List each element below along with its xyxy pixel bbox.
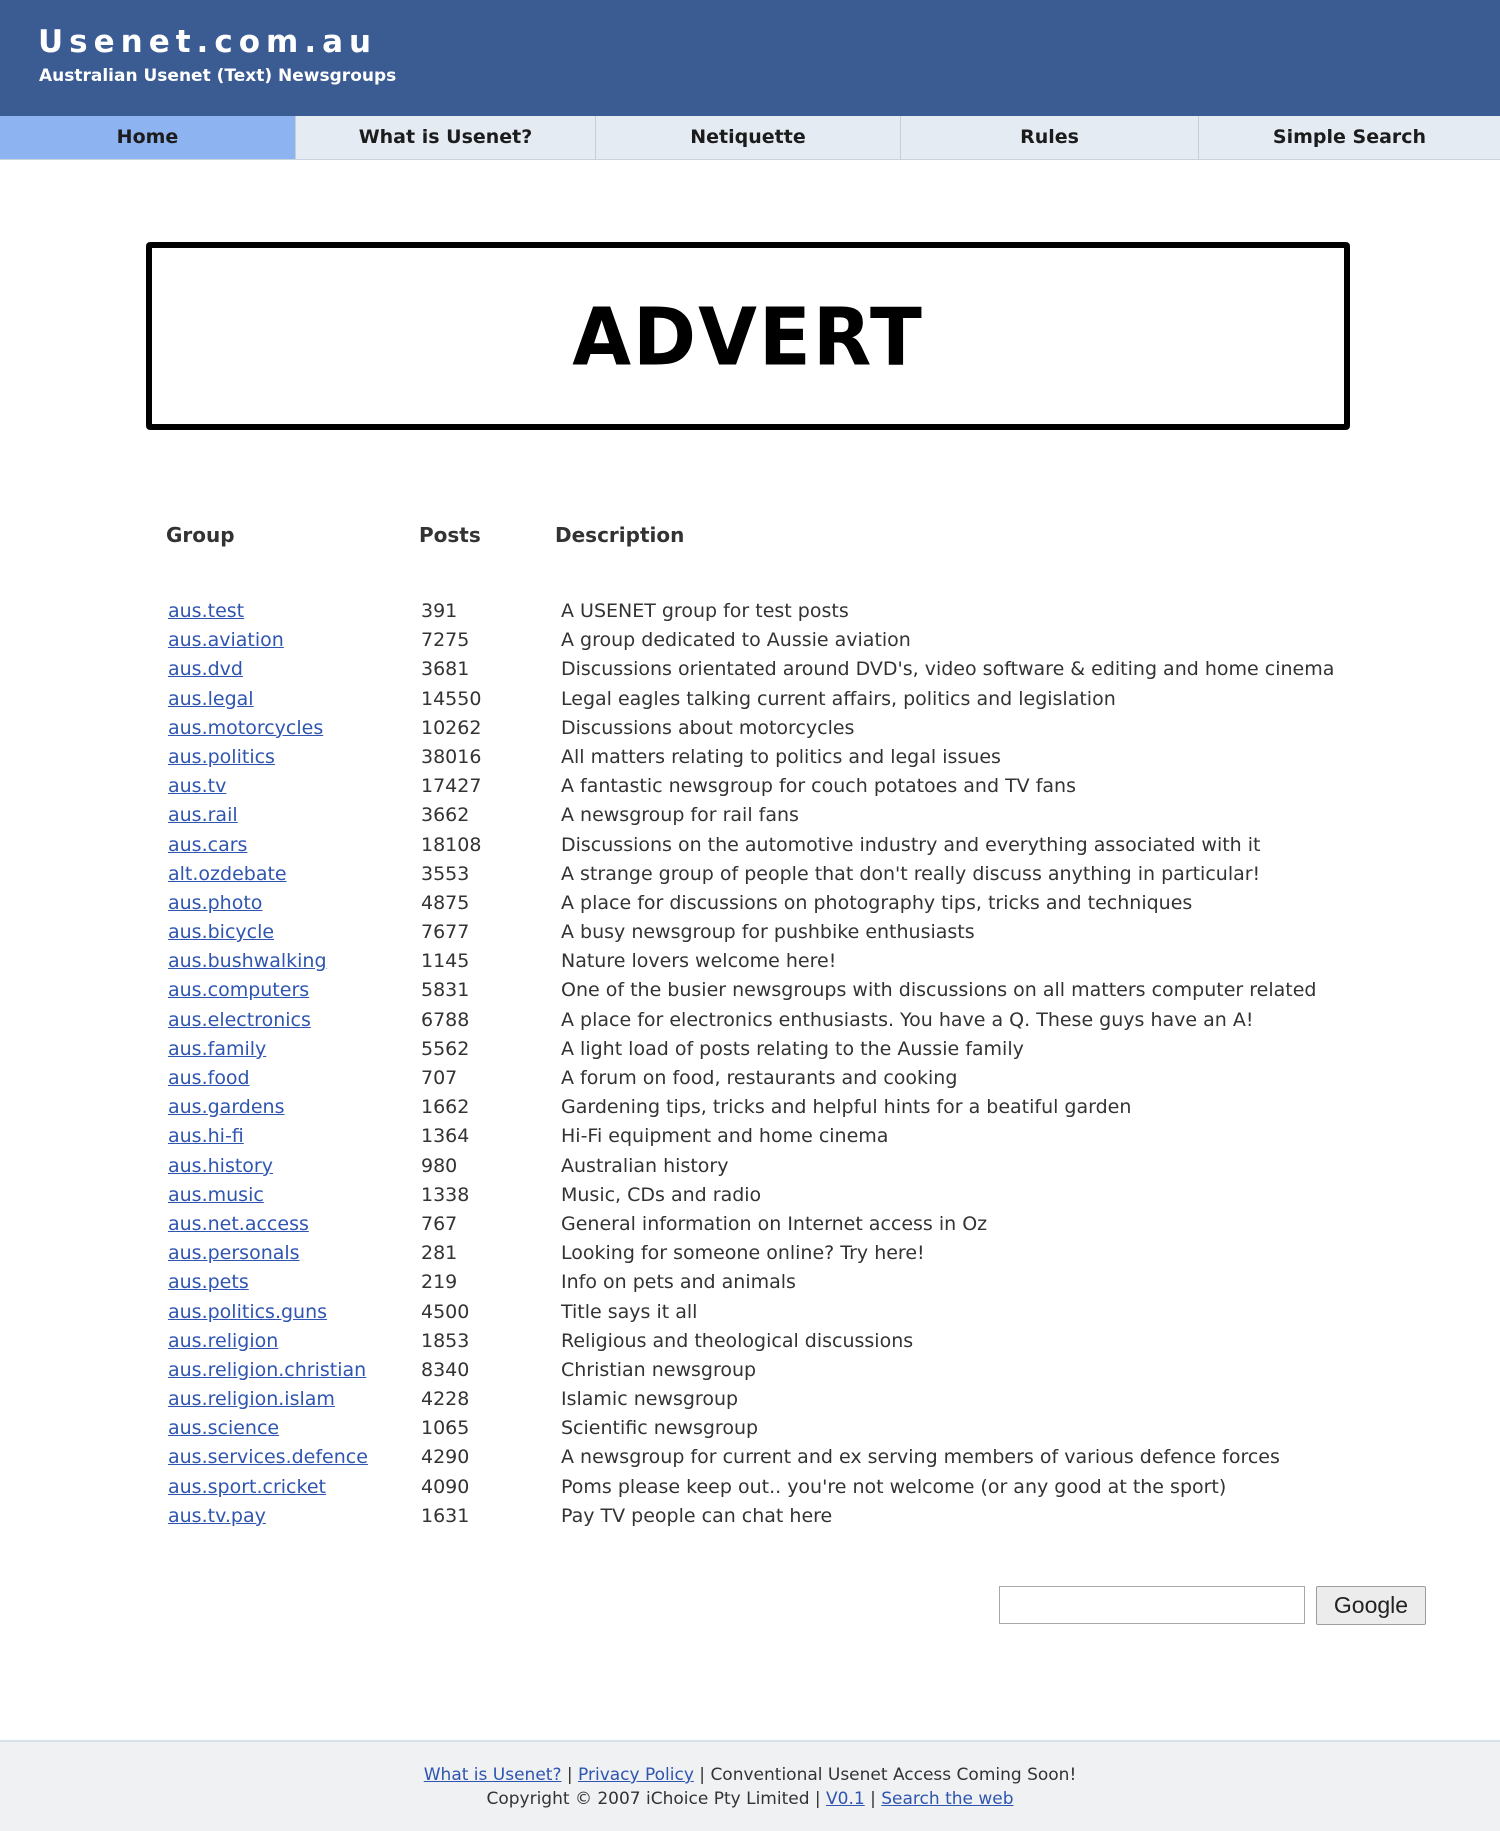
group-link[interactable]: aus.food bbox=[168, 1067, 250, 1089]
post-count: 14550 bbox=[421, 687, 482, 710]
post-count: 4875 bbox=[421, 891, 470, 914]
table-row bbox=[0, 804, 1500, 833]
group-description: A busy newsgroup for pushbike enthusiasts bbox=[561, 921, 975, 944]
post-count: 5831 bbox=[421, 979, 470, 1002]
footer-link-search-the-web[interactable]: Search the web bbox=[881, 1789, 1014, 1809]
column-header-posts: Posts bbox=[419, 523, 481, 547]
table-row bbox=[0, 1038, 1500, 1067]
footer-link-what-is-usenet[interactable]: What is Usenet? bbox=[423, 1765, 562, 1785]
table-row bbox=[0, 950, 1500, 979]
group-description: Gardening tips, tricks and helpful hints for a beatiful garden bbox=[561, 1096, 1132, 1119]
group-description: Discussions on the automotive industry and everything associated with it bbox=[561, 833, 1261, 856]
group-description: All matters relating to politics and legal issues bbox=[561, 745, 1001, 768]
post-count: 1145 bbox=[421, 950, 470, 973]
nav-item-netiquette[interactable]: Netiquette bbox=[596, 116, 901, 159]
table-row bbox=[0, 1476, 1500, 1505]
group-description: A light load of posts relating to the Aussie family bbox=[561, 1037, 1024, 1060]
group-description: Religious and theological discussions bbox=[561, 1329, 914, 1352]
footer-coming-soon: Conventional Usenet Access Coming Soon! bbox=[710, 1765, 1077, 1785]
post-count: 1338 bbox=[421, 1183, 470, 1206]
footer-separator: | bbox=[870, 1789, 876, 1809]
footer bbox=[0, 1740, 1500, 1831]
group-link[interactable]: aus.bicycle bbox=[168, 921, 275, 944]
table-row bbox=[0, 1184, 1500, 1213]
group-description: A newsgroup for rail fans bbox=[561, 804, 799, 827]
group-description: Hi-Fi equipment and home cinema bbox=[561, 1125, 889, 1148]
group-link[interactable]: aus.test bbox=[168, 600, 245, 622]
footer-line-1 bbox=[0, 1765, 1500, 1785]
nav-item-rules[interactable]: Rules bbox=[901, 116, 1199, 159]
footer-link-privacy-policy[interactable]: Privacy Policy bbox=[578, 1765, 694, 1785]
post-count: 1853 bbox=[421, 1329, 470, 1352]
post-count: 707 bbox=[421, 1067, 458, 1089]
group-link[interactable]: aus.religion bbox=[168, 1329, 279, 1352]
footer-separator: | bbox=[566, 1765, 573, 1785]
group-link[interactable]: aus.tv.pay bbox=[168, 1504, 266, 1527]
site-title[interactable]: Usenet.com.au bbox=[38, 24, 378, 60]
table-row bbox=[0, 629, 1500, 658]
table-row bbox=[0, 1505, 1500, 1534]
group-link[interactable]: aus.rail bbox=[168, 804, 238, 827]
group-description: Title says it all bbox=[561, 1300, 698, 1323]
footer-separator: | bbox=[699, 1765, 706, 1785]
table-row bbox=[0, 658, 1500, 687]
table-row bbox=[0, 1213, 1500, 1242]
group-link[interactable]: aus.gardens bbox=[168, 1096, 285, 1119]
table-row bbox=[0, 746, 1500, 775]
post-count: 5562 bbox=[421, 1037, 470, 1060]
group-description: Looking for someone online? Try here! bbox=[561, 1242, 925, 1265]
group-link[interactable]: aus.politics.guns bbox=[168, 1300, 328, 1323]
group-description: A strange group of people that don't really discuss anything in particular! bbox=[561, 862, 1261, 885]
group-link[interactable]: aus.aviation bbox=[168, 629, 284, 652]
group-description: Scientific newsgroup bbox=[561, 1417, 759, 1440]
table-row bbox=[0, 688, 1500, 717]
table-row bbox=[0, 1417, 1500, 1446]
group-link[interactable]: aus.tv bbox=[168, 775, 227, 798]
group-link[interactable]: aus.photo bbox=[168, 891, 263, 914]
table-row bbox=[0, 1009, 1500, 1038]
group-description: Pay TV people can chat here bbox=[561, 1504, 833, 1527]
group-link[interactable]: aus.politics bbox=[168, 745, 275, 768]
post-count: 980 bbox=[421, 1154, 458, 1177]
group-description: A place for electronics enthusiasts. You have a Q. These guys have an A! bbox=[561, 1008, 1254, 1031]
group-link[interactable]: aus.legal bbox=[168, 687, 254, 710]
table-row bbox=[0, 775, 1500, 804]
table-row bbox=[0, 1301, 1500, 1330]
table-row bbox=[0, 892, 1500, 921]
table-row bbox=[0, 863, 1500, 892]
post-count: 391 bbox=[421, 600, 458, 622]
post-count: 219 bbox=[421, 1271, 458, 1294]
nav-item-what-is-usenet[interactable]: What is Usenet? bbox=[296, 116, 596, 159]
table-row bbox=[0, 1446, 1500, 1475]
table-row bbox=[0, 921, 1500, 950]
group-description: A place for discussions on photography tips, tricks and techniques bbox=[561, 891, 1193, 914]
table-row bbox=[0, 717, 1500, 746]
table-row bbox=[0, 600, 1500, 629]
group-link[interactable]: aus.religion.christian bbox=[168, 1358, 367, 1381]
group-description: A forum on food, restaurants and cooking bbox=[561, 1067, 958, 1089]
table-row bbox=[0, 979, 1500, 1008]
site-subtitle: Australian Usenet (Text) Newsgroups bbox=[39, 66, 397, 86]
search-input[interactable] bbox=[999, 1586, 1305, 1624]
group-link[interactable]: aus.computers bbox=[168, 979, 310, 1002]
google-search-button[interactable]: Google bbox=[1316, 1586, 1426, 1625]
table-row bbox=[0, 1067, 1500, 1096]
group-link[interactable]: aus.bushwalking bbox=[168, 950, 327, 973]
column-header-description: Description bbox=[555, 523, 685, 547]
post-count: 1065 bbox=[421, 1417, 470, 1440]
group-description: Islamic newsgroup bbox=[561, 1388, 739, 1411]
post-count: 4090 bbox=[421, 1475, 470, 1498]
group-description: Australian history bbox=[561, 1154, 729, 1177]
table-row bbox=[0, 1388, 1500, 1417]
post-count: 3662 bbox=[421, 804, 470, 827]
post-count: 17427 bbox=[421, 775, 482, 798]
main-nav bbox=[0, 116, 1500, 160]
column-header-group: Group bbox=[166, 523, 235, 547]
group-description: A fantastic newsgroup for couch potatoes and TV fans bbox=[561, 775, 1076, 798]
nav-item-home[interactable]: Home bbox=[0, 116, 296, 159]
group-description: Info on pets and animals bbox=[561, 1271, 796, 1294]
table-row bbox=[0, 1271, 1500, 1300]
post-count: 1631 bbox=[421, 1504, 470, 1527]
table-row bbox=[0, 1096, 1500, 1125]
group-link[interactable]: alt.ozdebate bbox=[168, 862, 287, 885]
advert-banner[interactable] bbox=[146, 242, 1350, 430]
group-description: Legal eagles talking current affairs, politics and legislation bbox=[561, 687, 1116, 710]
group-link[interactable]: aus.motorcycles bbox=[168, 716, 324, 739]
group-link[interactable]: aus.services.defence bbox=[168, 1446, 368, 1469]
post-count: 4290 bbox=[421, 1446, 470, 1469]
site-header bbox=[0, 0, 1500, 116]
group-link[interactable]: aus.hi-fi bbox=[168, 1125, 244, 1148]
group-description: A USENET group for test posts bbox=[561, 600, 849, 622]
group-link[interactable]: aus.religion.islam bbox=[168, 1388, 335, 1411]
post-count: 4228 bbox=[421, 1388, 470, 1411]
post-count: 6788 bbox=[421, 1008, 470, 1031]
newsgroup-table bbox=[0, 600, 1500, 1534]
post-count: 10262 bbox=[421, 716, 482, 739]
post-count: 281 bbox=[421, 1242, 458, 1265]
post-count: 7677 bbox=[421, 921, 470, 944]
group-description: A newsgroup for current and ex serving members of various defence forces bbox=[561, 1446, 1280, 1469]
nav-item-simple-search[interactable]: Simple Search bbox=[1272, 126, 1427, 148]
post-count: 767 bbox=[421, 1212, 458, 1235]
group-link[interactable]: aus.net.access bbox=[168, 1212, 309, 1235]
advert-label: ADVERT bbox=[572, 289, 924, 383]
group-description: A group dedicated to Aussie aviation bbox=[561, 629, 911, 652]
group-description: General information on Internet access in Oz bbox=[561, 1212, 988, 1235]
group-link[interactable]: aus.music bbox=[168, 1183, 264, 1206]
post-count: 3681 bbox=[421, 658, 470, 681]
post-count: 1364 bbox=[421, 1125, 470, 1148]
table-row bbox=[0, 1242, 1500, 1271]
group-link[interactable]: aus.cars bbox=[168, 833, 248, 856]
group-description: Music, CDs and radio bbox=[561, 1183, 762, 1206]
group-link[interactable]: aus.sport.cricket bbox=[168, 1475, 326, 1498]
group-link[interactable]: aus.personals bbox=[168, 1242, 300, 1265]
post-count: 1662 bbox=[421, 1096, 470, 1119]
table-row bbox=[0, 834, 1500, 863]
group-description: Discussions about motorcycles bbox=[561, 716, 855, 739]
group-description: Discussions orientated around DVD's, video software & editing and home cinema bbox=[561, 658, 1335, 681]
post-count: 18108 bbox=[421, 833, 482, 856]
group-description: One of the busier newsgroups with discussions on all matters computer related bbox=[561, 979, 1317, 1002]
group-link[interactable]: aus.history bbox=[168, 1154, 273, 1177]
post-count: 3553 bbox=[421, 862, 470, 885]
post-count: 7275 bbox=[421, 629, 470, 652]
footer-copyright: Copyright © 2007 iChoice Pty Limited bbox=[486, 1789, 810, 1809]
group-link[interactable]: aus.pets bbox=[168, 1271, 249, 1294]
post-count: 8340 bbox=[421, 1358, 470, 1381]
post-count: 38016 bbox=[421, 745, 482, 768]
group-link[interactable]: aus.family bbox=[168, 1037, 267, 1060]
group-link[interactable]: aus.dvd bbox=[168, 658, 243, 681]
table-row bbox=[0, 1125, 1500, 1154]
group-description: Christian newsgroup bbox=[561, 1358, 757, 1381]
footer-line-2 bbox=[0, 1789, 1500, 1809]
group-link[interactable]: aus.electronics bbox=[168, 1008, 311, 1031]
group-description: Nature lovers welcome here! bbox=[561, 950, 837, 973]
table-row bbox=[0, 1330, 1500, 1359]
post-count: 4500 bbox=[421, 1300, 470, 1323]
group-description: Poms please keep out.. you're not welcome (or any good at the sport) bbox=[561, 1475, 1227, 1498]
table-row bbox=[0, 1155, 1500, 1184]
footer-link-version[interactable]: V0.1 bbox=[826, 1789, 865, 1809]
footer-separator: | bbox=[814, 1789, 821, 1809]
table-row bbox=[0, 1359, 1500, 1388]
group-link[interactable]: aus.science bbox=[168, 1417, 280, 1440]
